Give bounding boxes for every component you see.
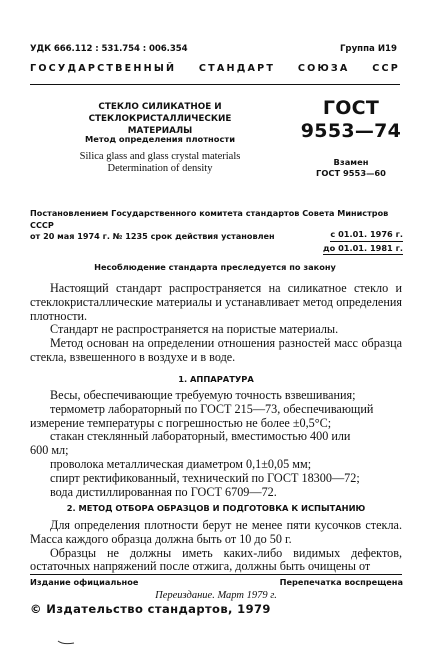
- list-item: проволока металлическая диаметром 0,1±0,05 мм;: [50, 456, 312, 471]
- copyright: © Издательство стандартов, 1979: [30, 602, 271, 616]
- list-item: измерение температуры с погрешностью не более ±0,5°С;: [30, 415, 332, 430]
- intro-paragraph: Стандарт не распространяется на пористые материалы.: [50, 322, 339, 337]
- replaces-standard: ГОСТ 9553—60: [316, 168, 386, 178]
- section-2-text: [30, 519, 402, 574]
- english-title: [34, 151, 286, 174]
- title-line-2: МАТЕРИАЛЫ: [127, 126, 193, 136]
- gost-number-block: [298, 97, 404, 143]
- group-code: Группа И19: [339, 44, 397, 54]
- decree-line-2: от 20 мая 1974 г. № 1235 срок действия установлен: [30, 231, 275, 241]
- decree-line-1: Постановлением Государственного комитета стандартов Совета Министров СССР: [30, 208, 389, 230]
- validity-dates: [323, 228, 403, 255]
- header-divider: [30, 84, 400, 85]
- pen-mark-icon: [57, 640, 75, 646]
- english-title-line-2: Determination of density: [107, 162, 213, 174]
- list-item: Весы, обеспечивающие требуемую точность взвешивания;: [50, 388, 356, 402]
- list-item: термометр лабораторный по ГОСТ 215—73, обеспечивающий: [50, 401, 374, 416]
- section-1-title: 1. АППАРАТУРА: [178, 374, 254, 384]
- intro-paragraph: Настоящий стандарт распространяется на силикатное стекло и стеклокристаллические материалы и устанавливает метод определения плотности.: [30, 281, 402, 323]
- section-2-paragraph: Для определения плотности берут не менее пяти кусочков стекла. Масса каждого образца должна быть от 10 до 50 г.: [30, 518, 402, 546]
- replaces-label: Взамен: [333, 157, 369, 167]
- list-item: 600 мл;: [30, 443, 69, 458]
- method-subtitle: Метод определения плотности: [84, 134, 236, 144]
- list-item: вода дистиллированная по ГОСТ 6709—72.: [50, 484, 277, 499]
- intro-text: [30, 282, 402, 365]
- reprint-banned: Перепечатка воспрещена: [279, 577, 403, 587]
- list-item: стакан стеклянный лабораторный, вместимостью 400 или: [50, 429, 351, 444]
- law-notice: Несоблюдение стандарта преследуется по закону: [94, 262, 336, 272]
- official-edition: Издание официальное: [30, 577, 139, 587]
- state-standard-heading: ГОСУДАРСТВЕННЫЙ СТАНДАРТ СОЮЗА ССР: [30, 63, 400, 74]
- list-item: спирт ректификованный, технический по ГОСТ 18300—72;: [50, 470, 360, 485]
- english-title-line-1: Silica glass and glass crystal materials: [79, 151, 241, 162]
- udc-code: УДК 666.112 : 531.754 : 006.354: [30, 44, 188, 54]
- validity-to: до 01.01. 1981 г.: [323, 242, 403, 256]
- section-2-paragraph: Образцы не должны иметь каких-либо видимых дефектов, остаточных напряжений после отжига, должны быть очищены от: [30, 545, 402, 574]
- document-title: [34, 101, 286, 137]
- gost-number: 9553—74: [300, 120, 402, 142]
- replaces-block: [298, 157, 404, 179]
- gost-label: ГОСТ: [322, 97, 380, 119]
- title-line-1: СТЕКЛО СИЛИКАТНОЕ И СТЕКЛОКРИСТАЛЛИЧЕСКИЕ: [88, 102, 232, 124]
- footer-divider: [30, 574, 402, 575]
- intro-paragraph: Метод основан на определении отношения разностей масс образца стекла, взвешенного в воздухе и в воде.: [30, 336, 402, 364]
- validity-from: с 01.01. 1976 г.: [330, 228, 403, 242]
- apparatus-list: [30, 389, 402, 499]
- section-2-title: 2. МЕТОД ОТБОРА ОБРАЗЦОВ И ПОДГОТОВКА К ИСПЫТАНИЮ: [66, 503, 366, 513]
- reprint-note: Переиздание. Март 1979 г.: [155, 590, 277, 601]
